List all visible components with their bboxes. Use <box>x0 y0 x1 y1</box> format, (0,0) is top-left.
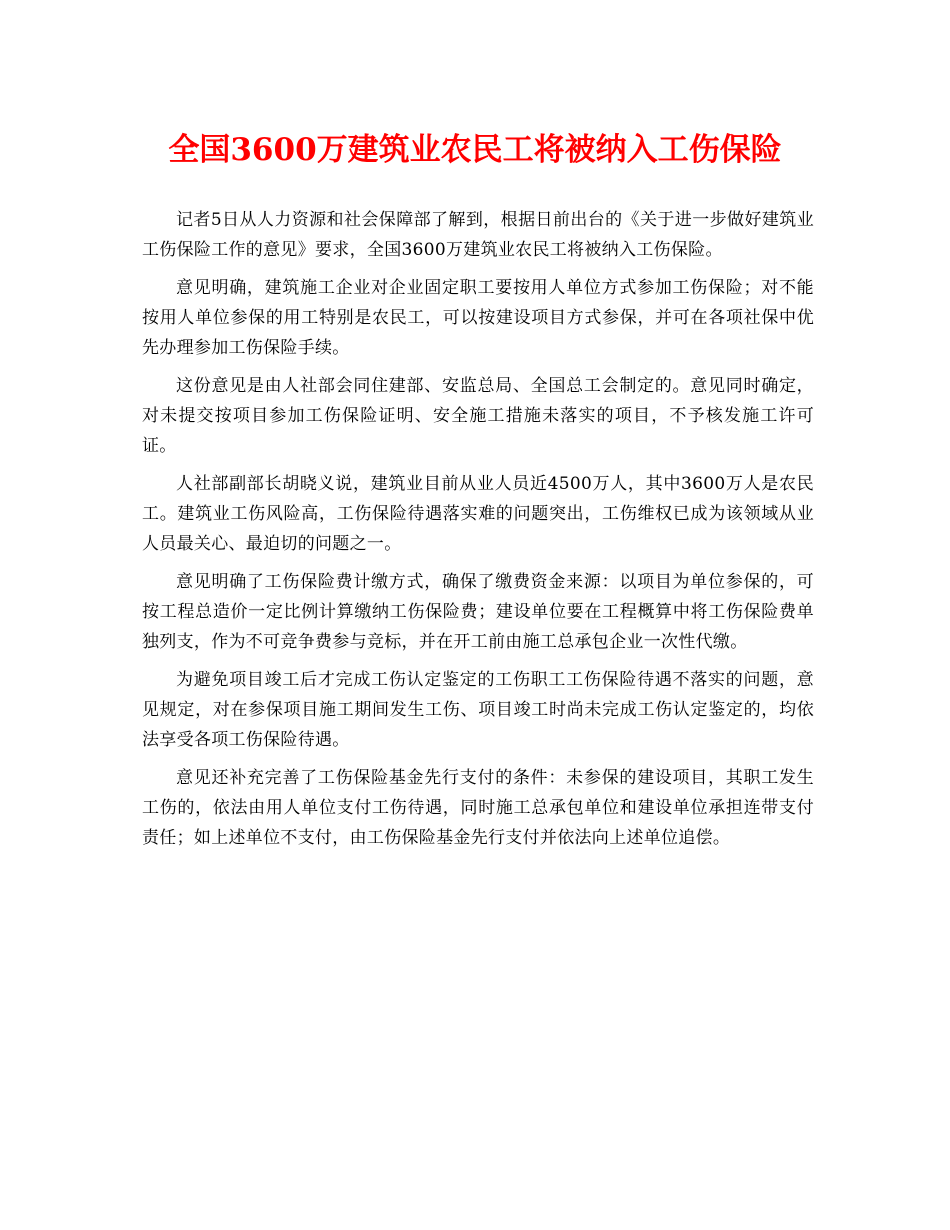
paragraph: 人社部副部长胡晓义说，建筑业目前从业人员近4500万人，其中3600万人是农民工。建筑业工伤风险高，工伤保险待遇落实难的问题突出，工伤维权已成为该领域从业人员最关心、最迫切的问题之一。 <box>142 474 814 554</box>
article-body <box>142 205 814 861</box>
paragraph: 意见还补充完善了工伤保险基金先行支付的条件：未参保的建设项目，其职工发生工伤的，依法由用人单位支付工伤待遇，同时施工总承包单位和建设单位承担连带支付责任；如上述单位不支付，由工伤保险基金先行支付并依法向上述单位追偿。 <box>142 768 814 848</box>
paragraph: 这份意见是由人社部会同住建部、安监总局、全国总工会制定的。意见同时确定，对未提交按项目参加工伤保险证明、安全施工措施未落实的项目，不予核发施工许可证。 <box>142 376 814 456</box>
paragraph: 为避免项目竣工后才完成工伤认定鉴定的工伤职工工伤保险待遇不落实的问题，意见规定，对在参保项目施工期间发生工伤、项目竣工时尚未完成工伤认定鉴定的，均依法享受各项工伤保险待遇。 <box>142 670 814 750</box>
paragraph: 意见明确了工伤保险费计缴方式，确保了缴费资金来源：以项目为单位参保的，可按工程总造价一定比例计算缴纳工伤保险费；建设单位要在工程概算中将工伤保险费单独列支，作为不可竞争费参与竞标，并在开工前由施工总承包企业一次性代缴。 <box>142 572 814 652</box>
paragraph: 意见明确，建筑施工企业对企业固定职工要按用人单位方式参加工伤保险；对不能按用人单位参保的用工特别是农民工，可以按建设项目方式参保，并可在各项社保中优先办理参加工伤保险手续。 <box>142 278 814 358</box>
paragraph: 记者5日从人力资源和社会保障部了解到，根据日前出台的《关于进一步做好建筑业工伤保险工作的意见》要求，全国3600万建筑业农民工将被纳入工伤保险。 <box>142 210 814 260</box>
page-title: 全国3600万建筑业农民工将被纳入工伤保险 <box>168 132 782 168</box>
